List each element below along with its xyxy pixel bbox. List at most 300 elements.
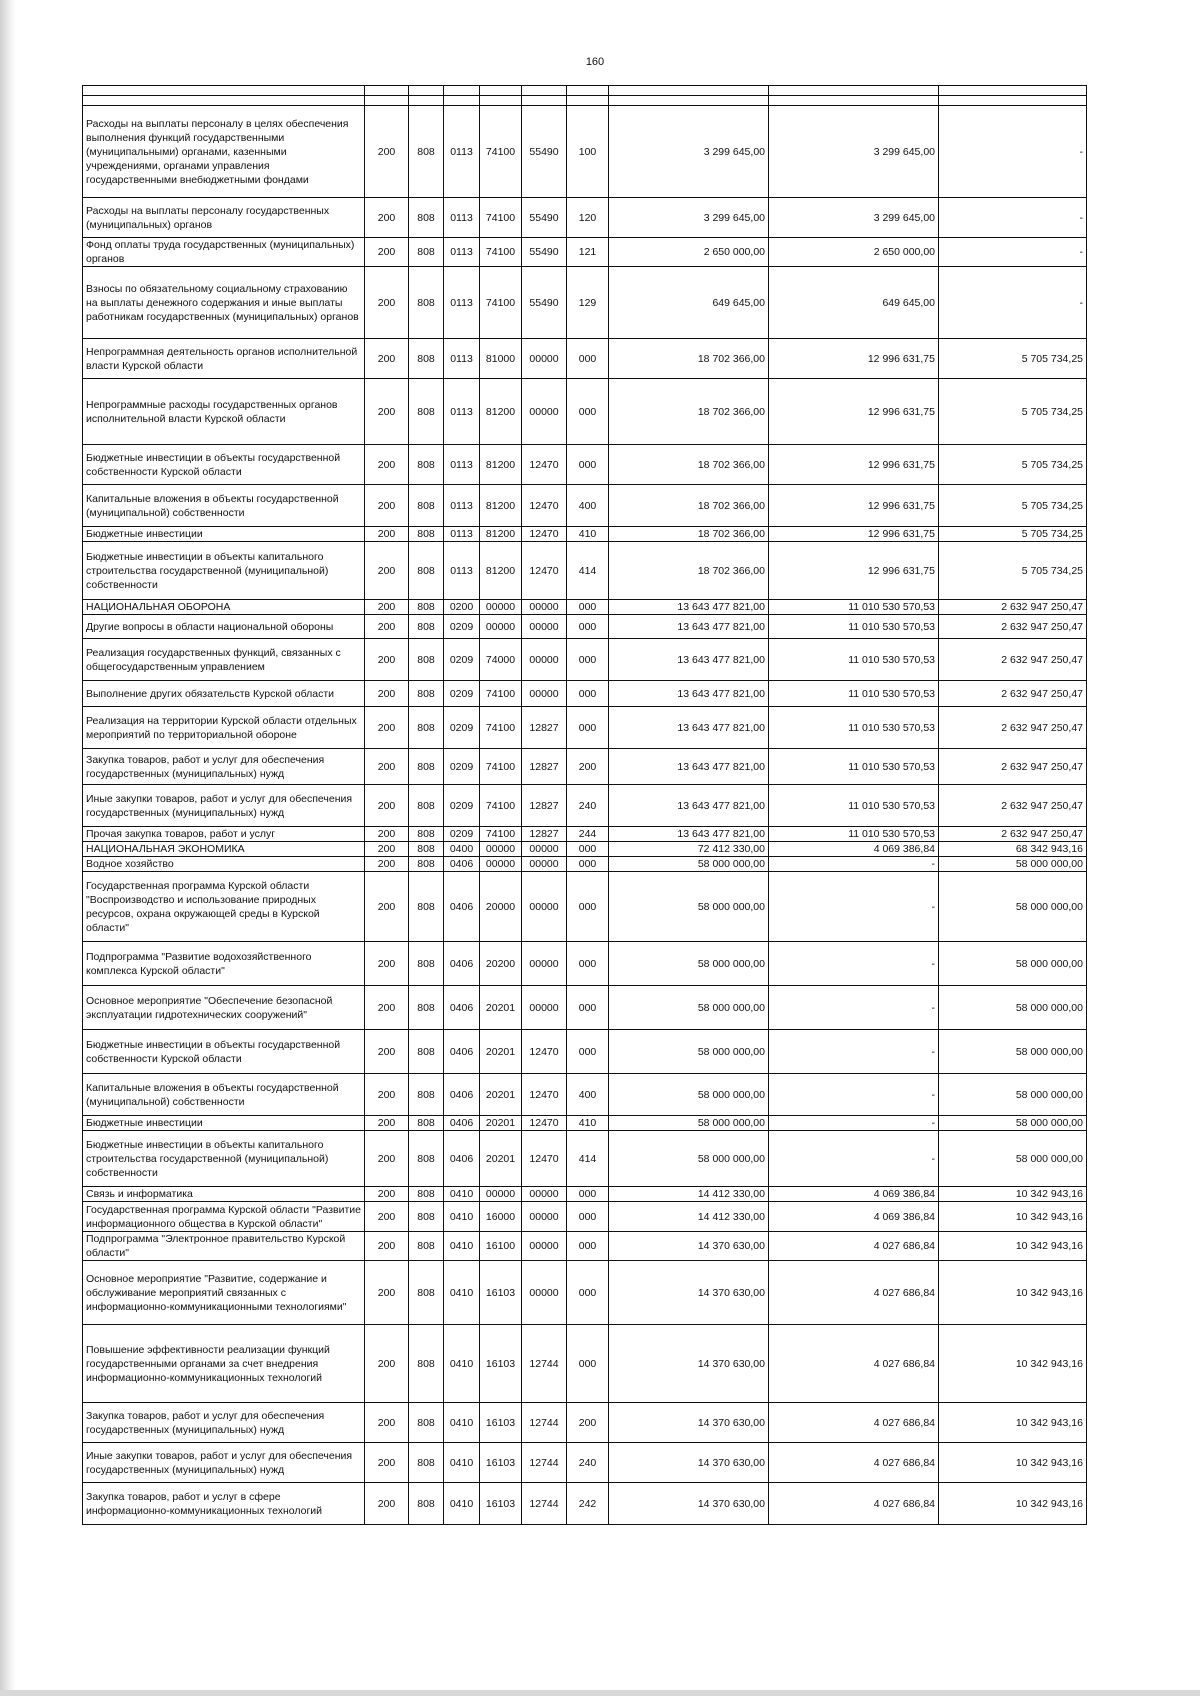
row-code-adm: 200 — [365, 615, 409, 639]
row-code-ved: 808 — [409, 986, 444, 1030]
row-sum-total — [609, 96, 769, 106]
row-code-ved: 808 — [409, 445, 444, 485]
row-code-cs-direction: 12470 — [522, 1131, 567, 1187]
row-code-vr: 000 — [567, 857, 609, 872]
row-code-rz: 0209 — [444, 615, 480, 639]
row-code-cs-program: 00000 — [480, 600, 522, 615]
row-code-adm — [365, 86, 409, 96]
row-code-vr: 120 — [567, 198, 609, 238]
row-name: Основное мероприятие "Развитие, содержание и обслуживание мероприятий связанных с информационно-коммуникационными технологиями" — [83, 1261, 365, 1325]
table-row — [83, 1483, 1087, 1525]
row-code-cs-direction: 00000 — [522, 1261, 567, 1325]
row-sum-col3: 5 705 734,25 — [939, 379, 1087, 445]
row-sum-col3: 10 342 943,16 — [939, 1483, 1087, 1525]
row-sum-col2: 11 010 530 570,53 — [769, 600, 939, 615]
row-sum-col2: 12 996 631,75 — [769, 445, 939, 485]
row-code-ved — [409, 86, 444, 96]
row-sum-col3: 58 000 000,00 — [939, 872, 1087, 942]
row-code-cs-program: 16103 — [480, 1325, 522, 1403]
row-code-rz: 0209 — [444, 681, 480, 707]
row-name: Закупка товаров, работ и услуг для обеспечения государственных (муниципальных) нужд — [83, 749, 365, 785]
row-sum-total: 13 643 477 821,00 — [609, 615, 769, 639]
table-row — [83, 1131, 1087, 1187]
row-sum-col3: 58 000 000,00 — [939, 857, 1087, 872]
row-code-adm: 200 — [365, 857, 409, 872]
row-code-rz: 0113 — [444, 527, 480, 542]
row-code-vr: 000 — [567, 1202, 609, 1232]
row-sum-total: 2 650 000,00 — [609, 238, 769, 267]
row-code-adm: 200 — [365, 827, 409, 842]
table-row — [83, 600, 1087, 615]
row-name: Расходы на выплаты персоналу государственных (муниципальных) органов — [83, 198, 365, 238]
row-sum-col2: 4 027 686,84 — [769, 1261, 939, 1325]
row-code-adm: 200 — [365, 1325, 409, 1403]
row-code-rz: 0410 — [444, 1483, 480, 1525]
row-code-rz: 0200 — [444, 600, 480, 615]
row-code-ved: 808 — [409, 238, 444, 267]
row-code-adm: 200 — [365, 681, 409, 707]
row-code-ved: 808 — [409, 1443, 444, 1483]
row-code-adm: 200 — [365, 749, 409, 785]
row-code-cs-direction: 00000 — [522, 681, 567, 707]
row-code-cs-program: 00000 — [480, 615, 522, 639]
table-row — [83, 1030, 1087, 1074]
row-sum-col3: 2 632 947 250,47 — [939, 749, 1087, 785]
row-code-cs-program: 81200 — [480, 542, 522, 600]
row-code-cs-direction: 00000 — [522, 379, 567, 445]
row-code-rz: 0113 — [444, 542, 480, 600]
row-code-vr: 000 — [567, 707, 609, 749]
row-code-vr: 240 — [567, 785, 609, 827]
row-sum-col2: - — [769, 1074, 939, 1116]
row-code-adm: 200 — [365, 600, 409, 615]
row-sum-col2 — [769, 96, 939, 106]
row-sum-col3: 5 705 734,25 — [939, 445, 1087, 485]
row-code-cs-direction: 12470 — [522, 1116, 567, 1131]
row-code-adm: 200 — [365, 238, 409, 267]
row-code-cs-program: 16100 — [480, 1232, 522, 1261]
row-code-adm: 200 — [365, 527, 409, 542]
row-code-cs-program: 20200 — [480, 942, 522, 986]
row-code-rz: 0113 — [444, 485, 480, 527]
row-sum-col2: 11 010 530 570,53 — [769, 615, 939, 639]
row-code-cs-direction: 12744 — [522, 1443, 567, 1483]
row-code-vr: 410 — [567, 527, 609, 542]
row-code-cs-direction: 12827 — [522, 827, 567, 842]
row-name: Непрограммные расходы государственных органов исполнительной власти Курской области — [83, 379, 365, 445]
row-code-rz: 0406 — [444, 986, 480, 1030]
row-code-vr: 400 — [567, 485, 609, 527]
row-sum-col2: - — [769, 986, 939, 1030]
row-code-rz — [444, 96, 480, 106]
table-row — [83, 639, 1087, 681]
row-code-adm: 200 — [365, 542, 409, 600]
row-sum-col2: 4 027 686,84 — [769, 1443, 939, 1483]
row-code-ved: 808 — [409, 1202, 444, 1232]
row-sum-col2: 4 069 386,84 — [769, 1187, 939, 1202]
row-code-cs-direction: 00000 — [522, 1232, 567, 1261]
row-code-adm: 200 — [365, 445, 409, 485]
row-code-rz: 0410 — [444, 1261, 480, 1325]
row-sum-col3: 2 632 947 250,47 — [939, 827, 1087, 842]
row-sum-total: 14 370 630,00 — [609, 1261, 769, 1325]
row-code-adm: 200 — [365, 1187, 409, 1202]
row-code-rz: 0113 — [444, 267, 480, 339]
row-code-adm: 200 — [365, 1030, 409, 1074]
row-code-cs-direction: 55490 — [522, 198, 567, 238]
row-name: Бюджетные инвестиции в объекты капитального строительства государственной (муниципальной) собственности — [83, 1131, 365, 1187]
row-code-rz: 0410 — [444, 1187, 480, 1202]
row-code-cs-program: 81200 — [480, 445, 522, 485]
row-code-cs-program: 16000 — [480, 1202, 522, 1232]
table-row — [83, 872, 1087, 942]
row-code-ved: 808 — [409, 615, 444, 639]
row-code-cs-program: 16103 — [480, 1261, 522, 1325]
row-sum-col3: 10 342 943,16 — [939, 1261, 1087, 1325]
row-sum-col3: 2 632 947 250,47 — [939, 681, 1087, 707]
row-sum-col2: 2 650 000,00 — [769, 238, 939, 267]
row-name: НАЦИОНАЛЬНАЯ ЭКОНОМИКА — [83, 842, 365, 857]
row-code-adm: 200 — [365, 842, 409, 857]
row-code-ved: 808 — [409, 942, 444, 986]
table-row — [83, 749, 1087, 785]
row-code-cs-direction — [522, 96, 567, 106]
row-code-adm: 200 — [365, 942, 409, 986]
scan-edge-left — [0, 0, 16, 1696]
row-code-ved: 808 — [409, 106, 444, 198]
row-sum-total: 72 412 330,00 — [609, 842, 769, 857]
row-sum-total: 13 643 477 821,00 — [609, 827, 769, 842]
row-code-cs-direction: 12470 — [522, 1074, 567, 1116]
row-code-rz: 0410 — [444, 1325, 480, 1403]
row-code-vr: 000 — [567, 379, 609, 445]
row-code-rz: 0410 — [444, 1202, 480, 1232]
row-name: Непрограммная деятельность органов исполнительной власти Курской области — [83, 339, 365, 379]
row-code-cs-direction: 00000 — [522, 942, 567, 986]
row-code-ved: 808 — [409, 1483, 444, 1525]
row-sum-col3: - — [939, 267, 1087, 339]
table-row — [83, 1202, 1087, 1232]
row-code-cs-direction: 12827 — [522, 749, 567, 785]
row-sum-col2: 12 996 631,75 — [769, 485, 939, 527]
row-sum-col2: 4 027 686,84 — [769, 1403, 939, 1443]
row-sum-total: 58 000 000,00 — [609, 1074, 769, 1116]
row-code-cs-direction: 12470 — [522, 527, 567, 542]
row-name: Иные закупки товаров, работ и услуг для обеспечения государственных (муниципальных) нужд — [83, 785, 365, 827]
row-sum-col3: 58 000 000,00 — [939, 1116, 1087, 1131]
row-code-rz: 0406 — [444, 1074, 480, 1116]
row-code-rz: 0209 — [444, 749, 480, 785]
row-name: Бюджетные инвестиции — [83, 1116, 365, 1131]
row-name: Государственная программа Курской области "Развитие информационного общества в Курской области" — [83, 1202, 365, 1232]
table-row — [83, 379, 1087, 445]
row-code-rz: 0113 — [444, 445, 480, 485]
row-name: Бюджетные инвестиции — [83, 527, 365, 542]
row-sum-col3: - — [939, 106, 1087, 198]
row-name: Прочая закупка товаров, работ и услуг — [83, 827, 365, 842]
row-sum-total: 58 000 000,00 — [609, 942, 769, 986]
row-sum-col3: 5 705 734,25 — [939, 542, 1087, 600]
row-code-adm: 200 — [365, 639, 409, 681]
row-code-vr: 000 — [567, 986, 609, 1030]
row-sum-col3: 58 000 000,00 — [939, 1030, 1087, 1074]
row-code-cs-direction: 00000 — [522, 986, 567, 1030]
row-sum-total: 58 000 000,00 — [609, 1131, 769, 1187]
row-code-rz: 0406 — [444, 942, 480, 986]
row-sum-total: 14 370 630,00 — [609, 1325, 769, 1403]
table-row — [83, 681, 1087, 707]
row-sum-col2: 11 010 530 570,53 — [769, 827, 939, 842]
row-name: Закупка товаров, работ и услуг в сфере информационно-коммуникационных технологий — [83, 1483, 365, 1525]
row-code-rz: 0113 — [444, 106, 480, 198]
row-name: Расходы на выплаты персоналу в целях обеспечения выполнения функций государственными (муниципальными) органами, казенными учреждениями, органами управления государственными внебюджетными фондами — [83, 106, 365, 198]
row-code-cs-program — [480, 96, 522, 106]
row-sum-col3: 5 705 734,25 — [939, 527, 1087, 542]
row-code-adm: 200 — [365, 1116, 409, 1131]
row-code-ved: 808 — [409, 1403, 444, 1443]
row-name: Бюджетные инвестиции в объекты государственной собственности Курской области — [83, 1030, 365, 1074]
row-code-cs-direction: 12744 — [522, 1325, 567, 1403]
row-code-ved: 808 — [409, 872, 444, 942]
row-code-rz: 0209 — [444, 639, 480, 681]
row-code-cs-direction: 12827 — [522, 707, 567, 749]
row-code-adm: 200 — [365, 106, 409, 198]
row-sum-total: 13 643 477 821,00 — [609, 749, 769, 785]
row-sum-total: 58 000 000,00 — [609, 1030, 769, 1074]
row-sum-total: 58 000 000,00 — [609, 872, 769, 942]
row-code-cs-program: 00000 — [480, 842, 522, 857]
row-sum-total: 58 000 000,00 — [609, 1116, 769, 1131]
row-sum-col3: 2 632 947 250,47 — [939, 600, 1087, 615]
row-code-ved: 808 — [409, 527, 444, 542]
row-sum-col3: 58 000 000,00 — [939, 1131, 1087, 1187]
row-code-cs-direction: 00000 — [522, 600, 567, 615]
row-code-adm: 200 — [365, 1202, 409, 1232]
table-row — [83, 1074, 1087, 1116]
row-code-vr: 000 — [567, 842, 609, 857]
row-code-cs-direction: 12744 — [522, 1483, 567, 1525]
row-sum-total — [609, 86, 769, 96]
row-code-vr: 000 — [567, 445, 609, 485]
row-code-rz: 0113 — [444, 198, 480, 238]
row-code-cs-direction: 55490 — [522, 267, 567, 339]
row-sum-total: 649 645,00 — [609, 267, 769, 339]
row-sum-col3: 2 632 947 250,47 — [939, 615, 1087, 639]
row-code-cs-program: 81200 — [480, 485, 522, 527]
row-code-cs-direction: 12744 — [522, 1403, 567, 1443]
budget-table — [82, 85, 1087, 1525]
row-code-ved: 808 — [409, 1131, 444, 1187]
row-code-ved: 808 — [409, 681, 444, 707]
row-sum-col3: 10 342 943,16 — [939, 1403, 1087, 1443]
table-row — [83, 1403, 1087, 1443]
row-code-vr: 000 — [567, 1187, 609, 1202]
table-row — [83, 267, 1087, 339]
row-code-cs-program: 20201 — [480, 1030, 522, 1074]
table-row — [83, 86, 1087, 96]
row-code-ved: 808 — [409, 1074, 444, 1116]
row-code-vr: 000 — [567, 1232, 609, 1261]
row-code-cs-direction: 12470 — [522, 1030, 567, 1074]
row-code-ved: 808 — [409, 827, 444, 842]
row-code-cs-program: 00000 — [480, 857, 522, 872]
row-sum-col2: 3 299 645,00 — [769, 198, 939, 238]
row-sum-total: 18 702 366,00 — [609, 379, 769, 445]
row-code-ved: 808 — [409, 1187, 444, 1202]
row-code-ved: 808 — [409, 379, 444, 445]
budget-table-body — [83, 86, 1087, 1525]
row-name: Бюджетные инвестиции в объекты государственной собственности Курской области — [83, 445, 365, 485]
row-code-cs-program: 16103 — [480, 1443, 522, 1483]
row-code-ved: 808 — [409, 267, 444, 339]
row-sum-col3 — [939, 96, 1087, 106]
row-sum-total: 18 702 366,00 — [609, 485, 769, 527]
row-sum-total: 13 643 477 821,00 — [609, 707, 769, 749]
row-name: Государственная программа Курской области "Воспроизводство и использование природных ресурсов, охрана окружающей среды в Курской области" — [83, 872, 365, 942]
row-sum-total: 14 370 630,00 — [609, 1483, 769, 1525]
row-sum-total: 14 370 630,00 — [609, 1403, 769, 1443]
row-code-vr: 000 — [567, 872, 609, 942]
row-code-vr: 000 — [567, 681, 609, 707]
row-code-ved: 808 — [409, 198, 444, 238]
row-code-cs-direction: 00000 — [522, 1187, 567, 1202]
row-code-adm: 200 — [365, 339, 409, 379]
row-code-ved: 808 — [409, 857, 444, 872]
row-sum-col2: - — [769, 942, 939, 986]
row-code-vr — [567, 96, 609, 106]
row-code-rz — [444, 86, 480, 96]
row-name: Бюджетные инвестиции в объекты капитального строительства государственной (муниципальной) собственности — [83, 542, 365, 600]
row-code-vr: 000 — [567, 600, 609, 615]
row-code-vr: 242 — [567, 1483, 609, 1525]
table-row — [83, 857, 1087, 872]
table-row — [83, 96, 1087, 106]
row-code-rz: 0209 — [444, 785, 480, 827]
row-sum-col3: 2 632 947 250,47 — [939, 785, 1087, 827]
row-code-ved: 808 — [409, 842, 444, 857]
row-code-ved: 808 — [409, 1116, 444, 1131]
row-code-rz: 0113 — [444, 238, 480, 267]
row-sum-col3: 2 632 947 250,47 — [939, 639, 1087, 681]
row-sum-col2: 649 645,00 — [769, 267, 939, 339]
row-code-cs-direction: 12470 — [522, 485, 567, 527]
row-name: Подпрограмма "Развитие водохозяйственного комплекса Курской области" — [83, 942, 365, 986]
table-row — [83, 842, 1087, 857]
row-sum-col3: 58 000 000,00 — [939, 1074, 1087, 1116]
table-row — [83, 785, 1087, 827]
row-sum-col3: 58 000 000,00 — [939, 942, 1087, 986]
row-code-ved: 808 — [409, 749, 444, 785]
row-code-rz: 0410 — [444, 1403, 480, 1443]
row-code-ved — [409, 96, 444, 106]
table-row — [83, 942, 1087, 986]
row-code-vr: 410 — [567, 1116, 609, 1131]
row-code-cs-direction — [522, 86, 567, 96]
row-code-rz: 0406 — [444, 1116, 480, 1131]
row-sum-col2: - — [769, 1131, 939, 1187]
row-code-adm: 200 — [365, 379, 409, 445]
row-sum-total: 14 412 330,00 — [609, 1187, 769, 1202]
row-sum-col2: 4 069 386,84 — [769, 1202, 939, 1232]
row-sum-col3: 2 632 947 250,47 — [939, 707, 1087, 749]
row-code-ved: 808 — [409, 1030, 444, 1074]
row-code-ved: 808 — [409, 1232, 444, 1261]
row-code-vr: 129 — [567, 267, 609, 339]
row-sum-col2: 11 010 530 570,53 — [769, 707, 939, 749]
row-code-cs-program: 20201 — [480, 1074, 522, 1116]
row-code-cs-program: 74100 — [480, 198, 522, 238]
row-sum-col2: 12 996 631,75 — [769, 527, 939, 542]
row-sum-col2: 11 010 530 570,53 — [769, 681, 939, 707]
row-code-rz: 0209 — [444, 827, 480, 842]
row-code-cs-program: 74100 — [480, 749, 522, 785]
row-sum-total: 14 370 630,00 — [609, 1443, 769, 1483]
row-code-cs-program: 74100 — [480, 267, 522, 339]
row-code-cs-program: 74100 — [480, 827, 522, 842]
row-code-vr: 000 — [567, 1325, 609, 1403]
row-code-adm: 200 — [365, 1443, 409, 1483]
row-code-rz: 0406 — [444, 1030, 480, 1074]
row-sum-total: 3 299 645,00 — [609, 198, 769, 238]
table-row — [83, 339, 1087, 379]
table-row — [83, 1261, 1087, 1325]
table-row — [83, 485, 1087, 527]
row-sum-col2: 12 996 631,75 — [769, 379, 939, 445]
row-code-adm: 200 — [365, 1261, 409, 1325]
row-code-vr: 000 — [567, 1261, 609, 1325]
row-sum-col3 — [939, 86, 1087, 96]
row-code-cs-direction: 00000 — [522, 1202, 567, 1232]
row-code-cs-direction: 00000 — [522, 639, 567, 681]
row-sum-total: 13 643 477 821,00 — [609, 639, 769, 681]
row-code-rz: 0113 — [444, 379, 480, 445]
row-code-vr: 121 — [567, 238, 609, 267]
row-code-cs-direction: 00000 — [522, 339, 567, 379]
row-code-ved: 808 — [409, 785, 444, 827]
row-sum-col2: - — [769, 1116, 939, 1131]
table-row — [83, 615, 1087, 639]
row-name: НАЦИОНАЛЬНАЯ ОБОРОНА — [83, 600, 365, 615]
row-sum-total: 14 412 330,00 — [609, 1202, 769, 1232]
row-code-cs-program — [480, 86, 522, 96]
row-sum-col3: 68 342 943,16 — [939, 842, 1087, 857]
row-sum-col3: - — [939, 198, 1087, 238]
row-sum-total: 13 643 477 821,00 — [609, 600, 769, 615]
row-code-cs-program: 00000 — [480, 1187, 522, 1202]
row-code-cs-program: 20201 — [480, 1116, 522, 1131]
row-sum-total: 18 702 366,00 — [609, 527, 769, 542]
row-sum-col2: 4 027 686,84 — [769, 1483, 939, 1525]
row-sum-total: 18 702 366,00 — [609, 445, 769, 485]
table-row — [83, 1116, 1087, 1131]
row-code-ved: 808 — [409, 600, 444, 615]
row-code-adm: 200 — [365, 872, 409, 942]
row-code-cs-direction: 12827 — [522, 785, 567, 827]
row-sum-col3: 10 342 943,16 — [939, 1187, 1087, 1202]
table-row — [83, 1232, 1087, 1261]
row-code-adm: 200 — [365, 267, 409, 339]
table-row — [83, 542, 1087, 600]
row-code-adm: 200 — [365, 485, 409, 527]
row-name — [83, 96, 365, 106]
row-sum-total: 58 000 000,00 — [609, 857, 769, 872]
row-name: Реализация государственных функций, связанных с общегосударственным управлением — [83, 639, 365, 681]
row-code-cs-program: 81000 — [480, 339, 522, 379]
row-code-cs-program: 74100 — [480, 785, 522, 827]
row-code-rz: 0400 — [444, 842, 480, 857]
row-sum-col3: 5 705 734,25 — [939, 339, 1087, 379]
row-sum-col2: - — [769, 1030, 939, 1074]
